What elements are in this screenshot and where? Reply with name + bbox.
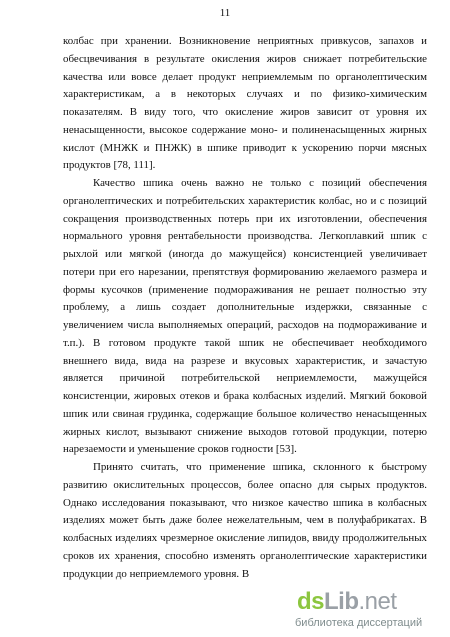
dslib-logo[interactable] bbox=[297, 588, 397, 616]
logo-lib: Lib bbox=[324, 588, 359, 615]
paragraph-2: Качество шпика очень важно не только с позиций обеспечения органолептических и потребительских характеристик колбас, но и с позиций сокращения производственных потерь при их изготовлении, обеспечения нормального уровня рентабельности производства. Легкоплавкий шпик с рыхлой или мягкой (иногда до мажущейся) консистенцией увеличивает потери при его нарезании, препятствуя формированию желаемого размера и формы кусочков (применение подмораживания не решает полностью эту проблему, а лишь создает дополнительные издержки, связанные с увеличением числа выполняемых операций, расходов на подмораживание и т.п.). В готовом продукте такой шпик не обеспечивает необходимого внешнего вида, вида на разрезе и вкусовых характеристик, и зачастую является причиной потребительской неприемлемости, мажущейся консистенции, жировых отеков и брака колбасных изделий. Мягкий боковой шпик или свиная грудинка, содержащие большое количество ненасыщенных жирных кислот, вызывают снижение выходов готовой продукции, потерю нарезаемости и уменьшение сроков годности [53]. bbox=[63, 177, 427, 456]
watermark-tagline: библиотека диссертаций bbox=[295, 617, 423, 629]
logo-net: .net bbox=[358, 588, 397, 615]
paragraph-3: Принято считать, что применение шпика, склонного к быстрому развитию окислительных процессов, более опасно для сырых продуктов. Однако исследования показывают, что низкое качество шпика в колбасных изделиях может быть даже более нежелательным, чем в полуфабрикатах. В колбасных изделиях чрезмерное окисление липидов, ввиду продолжительных сроков их хранения, способно изменять органолептические характеристики продукции до неприемлемого уровня. В bbox=[63, 461, 427, 580]
page-number: 11 bbox=[219, 7, 231, 19]
body-text bbox=[63, 33, 427, 583]
dslib-watermark[interactable] bbox=[291, 587, 441, 633]
paragraph-1: колбас при хранении. Возникновение неприятных привкусов, запахов и обесцвечивания в результате окисления жиров снижает потребительские качества или вовсе делает продукт неприемлемым по органолептическим характеристикам, а в некоторых случаях и по физико-химическим показателям. В виду того, что окисление жиров зависит от уровня их ненасыщенности, высокое содержание моно- и полиненасыщенных жирных кислот (МНЖК и ПНЖК) в шпике приводит к ускорению порчи мясных продуктов [78, 111]. bbox=[63, 35, 427, 172]
logo-ds: ds bbox=[297, 588, 325, 615]
